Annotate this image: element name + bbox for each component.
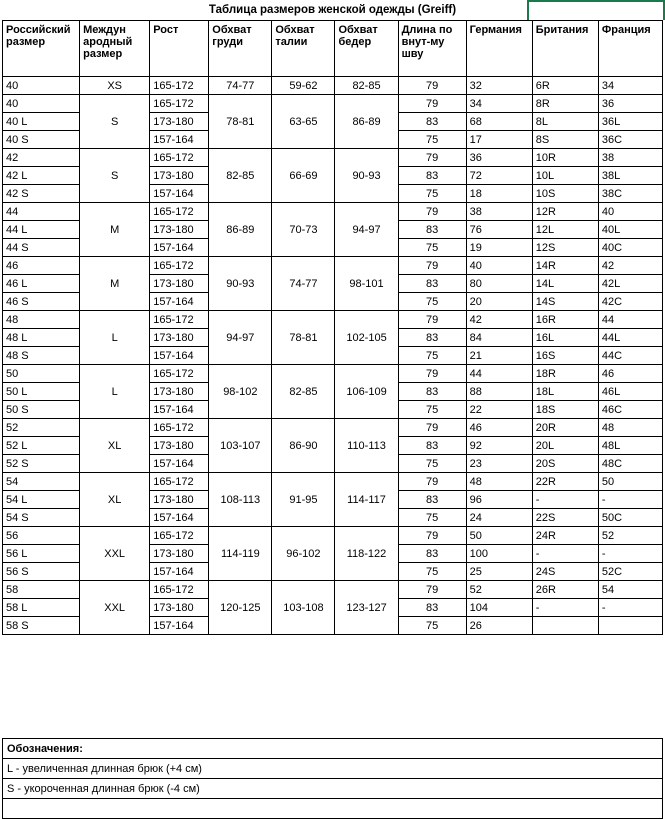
cell-inseam: 83 [398,329,466,347]
cell-intl-size: L [80,311,150,365]
cell-de-size: 23 [466,455,532,473]
cell-inseam: 75 [398,239,466,257]
cell-fr-size: 36C [598,131,662,149]
cell-height: 157-164 [150,617,209,635]
cell-chest: 114-119 [209,527,272,581]
cell-de-size: 88 [466,383,532,401]
cell-uk-size: - [532,491,598,509]
cell-hips: 110-113 [335,419,398,473]
cell-uk-size: 10S [532,185,598,203]
cell-ru-size: 40 [3,95,80,113]
size-table [2,20,663,635]
cell-fr-size: 46C [598,401,662,419]
legend-table [2,738,663,819]
cell-hips: 106-109 [335,365,398,419]
col-header-ru: Российский размер [3,21,80,77]
cell-ru-size: 52 L [3,437,80,455]
cell-inseam: 83 [398,113,466,131]
cell-chest: 98-102 [209,365,272,419]
cell-intl-size: XL [80,473,150,527]
cell-hips: 118-122 [335,527,398,581]
table-row [3,473,663,491]
cell-ru-size: 44 [3,203,80,221]
cell-de-size: 19 [466,239,532,257]
cell-height: 157-164 [150,185,209,203]
cell-ru-size: 46 S [3,293,80,311]
page-title: Таблица размеров женской одежды (Greiff) [208,4,457,16]
cell-ru-size: 42 [3,149,80,167]
cell-de-size: 76 [466,221,532,239]
cell-fr-size: 54 [598,581,662,599]
cell-height: 157-164 [150,563,209,581]
cell-chest: 82-85 [209,149,272,203]
legend-row [3,759,663,779]
cell-waist: 91-95 [272,473,335,527]
cell-fr-size [598,617,662,635]
cell-de-size: 42 [466,311,532,329]
cell-chest: 120-125 [209,581,272,635]
cell-inseam: 79 [398,527,466,545]
cell-uk-size [532,617,598,635]
cell-inseam: 79 [398,311,466,329]
cell-inseam: 83 [398,437,466,455]
cell-fr-size: 38L [598,167,662,185]
cell-fr-size: 40L [598,221,662,239]
cell-inseam: 83 [398,167,466,185]
table-header-row [3,21,663,77]
legend-line: S - укороченная длинная брюк (-4 см) [3,779,663,799]
cell-de-size: 25 [466,563,532,581]
cell-de-size: 36 [466,149,532,167]
cell-de-size: 72 [466,167,532,185]
cell-chest: 74-77 [209,77,272,95]
cell-de-size: 48 [466,473,532,491]
cell-hips: 102-105 [335,311,398,365]
cell-ru-size: 54 L [3,491,80,509]
cell-de-size: 104 [466,599,532,617]
cell-intl-size: XXL [80,581,150,635]
cell-height: 173-180 [150,383,209,401]
cell-intl-size: XL [80,419,150,473]
cell-ru-size: 40 L [3,113,80,131]
cell-de-size: 84 [466,329,532,347]
cell-inseam: 79 [398,581,466,599]
cell-inseam: 83 [398,491,466,509]
cell-waist: 82-85 [272,365,335,419]
cell-de-size: 46 [466,419,532,437]
cell-fr-size: 48C [598,455,662,473]
cell-ru-size: 54 S [3,509,80,527]
cell-de-size: 96 [466,491,532,509]
cell-height: 157-164 [150,131,209,149]
cell-de-size: 40 [466,257,532,275]
cell-hips: 82-85 [335,77,398,95]
cell-chest: 108-113 [209,473,272,527]
cell-ru-size: 48 [3,311,80,329]
cell-fr-size: 50 [598,473,662,491]
cell-hips: 98-101 [335,257,398,311]
col-header-inseam: Длина по внут-му шву [398,21,466,77]
cell-de-size: 24 [466,509,532,527]
cell-fr-size: 40 [598,203,662,221]
legend-heading: Обозначения: [3,739,663,759]
cell-intl-size: XXL [80,527,150,581]
cell-fr-size: 34 [598,77,662,95]
cell-waist: 96-102 [272,527,335,581]
cell-de-size: 80 [466,275,532,293]
cell-inseam: 79 [398,365,466,383]
legend-row [3,739,663,759]
cell-de-size: 100 [466,545,532,563]
col-header-uk: Британия [532,21,598,77]
table-body [3,77,663,635]
cell-chest: 103-107 [209,419,272,473]
cell-waist: 59-62 [272,77,335,95]
cell-height: 165-172 [150,95,209,113]
cell-fr-size: - [598,545,662,563]
cell-inseam: 79 [398,203,466,221]
cell-ru-size: 56 [3,527,80,545]
cell-chest: 90-93 [209,257,272,311]
col-header-waist: Обхват талии [272,21,335,77]
cell-height: 173-180 [150,221,209,239]
table-row [3,95,663,113]
cell-fr-size: - [598,599,662,617]
cell-inseam: 75 [398,131,466,149]
cell-waist: 103-108 [272,581,335,635]
cell-chest: 86-89 [209,203,272,257]
cell-waist: 86-90 [272,419,335,473]
cell-height: 173-180 [150,167,209,185]
accent-edge-top [527,0,665,2]
cell-de-size: 34 [466,95,532,113]
cell-waist: 70-73 [272,203,335,257]
cell-height: 157-164 [150,401,209,419]
cell-ru-size: 52 [3,419,80,437]
cell-ru-size: 50 L [3,383,80,401]
cell-height: 173-180 [150,545,209,563]
cell-fr-size: 36L [598,113,662,131]
cell-height: 165-172 [150,365,209,383]
col-header-height: Рост [150,21,209,77]
cell-de-size: 26 [466,617,532,635]
cell-de-size: 38 [466,203,532,221]
cell-fr-size: 52 [598,527,662,545]
cell-inseam: 79 [398,77,466,95]
cell-ru-size: 56 L [3,545,80,563]
cell-uk-size: 12R [532,203,598,221]
cell-height: 165-172 [150,527,209,545]
cell-uk-size: 8R [532,95,598,113]
cell-inseam: 83 [398,221,466,239]
cell-height: 165-172 [150,311,209,329]
table-row [3,257,663,275]
cell-intl-size: XS [80,77,150,95]
cell-hips: 90-93 [335,149,398,203]
cell-fr-size: 44C [598,347,662,365]
cell-ru-size: 50 S [3,401,80,419]
table-row [3,77,663,95]
cell-fr-size: 40C [598,239,662,257]
cell-de-size: 92 [466,437,532,455]
table-row [3,527,663,545]
cell-uk-size: 20L [532,437,598,455]
cell-inseam: 79 [398,257,466,275]
cell-intl-size: M [80,203,150,257]
cell-hips: 123-127 [335,581,398,635]
cell-uk-size: 22R [532,473,598,491]
cell-ru-size: 44 L [3,221,80,239]
table-row [3,311,663,329]
cell-uk-size: 18R [532,365,598,383]
cell-ru-size: 42 S [3,185,80,203]
col-header-chest: Обхват груди [209,21,272,77]
cell-uk-size: 8L [532,113,598,131]
cell-ru-size: 46 [3,257,80,275]
cell-inseam: 79 [398,95,466,113]
cell-fr-size: 46L [598,383,662,401]
cell-inseam: 83 [398,545,466,563]
cell-ru-size: 56 S [3,563,80,581]
cell-ru-size: 40 S [3,131,80,149]
cell-height: 173-180 [150,113,209,131]
cell-de-size: 50 [466,527,532,545]
cell-uk-size: 16R [532,311,598,329]
cell-ru-size: 58 S [3,617,80,635]
cell-de-size: 21 [466,347,532,365]
cell-fr-size: 44L [598,329,662,347]
cell-fr-size: 38 [598,149,662,167]
cell-intl-size: S [80,95,150,149]
cell-fr-size: 48L [598,437,662,455]
cell-uk-size: 14R [532,257,598,275]
cell-height: 157-164 [150,293,209,311]
col-header-hips: Обхват бедер [335,21,398,77]
cell-inseam: 83 [398,275,466,293]
table-row [3,419,663,437]
legend-body [3,739,663,819]
table-row [3,365,663,383]
cell-ru-size: 48 L [3,329,80,347]
cell-inseam: 75 [398,563,466,581]
cell-uk-size: 26R [532,581,598,599]
cell-de-size: 17 [466,131,532,149]
cell-uk-size: 18S [532,401,598,419]
cell-fr-size: 44 [598,311,662,329]
cell-ru-size: 54 [3,473,80,491]
cell-uk-size: 14L [532,275,598,293]
cell-ru-size: 58 [3,581,80,599]
cell-fr-size: 42L [598,275,662,293]
cell-ru-size: 48 S [3,347,80,365]
cell-hips: 86-89 [335,95,398,149]
cell-uk-size: 24R [532,527,598,545]
cell-height: 165-172 [150,149,209,167]
cell-height: 157-164 [150,509,209,527]
cell-fr-size: 52C [598,563,662,581]
col-header-fr: Франция [598,21,662,77]
cell-height: 165-172 [150,77,209,95]
cell-uk-size: 12L [532,221,598,239]
cell-ru-size: 58 L [3,599,80,617]
col-header-de: Германия [466,21,532,77]
cell-inseam: 79 [398,473,466,491]
legend-row [3,799,663,819]
cell-fr-size: 36 [598,95,662,113]
col-header-intl: Междун ародный размер [80,21,150,77]
cell-height: 165-172 [150,203,209,221]
cell-height: 173-180 [150,491,209,509]
cell-fr-size: 42C [598,293,662,311]
cell-uk-size: 18L [532,383,598,401]
cell-inseam: 75 [398,347,466,365]
cell-fr-size: 46 [598,365,662,383]
table-row [3,581,663,599]
cell-inseam: 83 [398,599,466,617]
cell-inseam: 75 [398,617,466,635]
cell-fr-size: 38C [598,185,662,203]
cell-de-size: 32 [466,77,532,95]
cell-uk-size: 24S [532,563,598,581]
cell-inseam: 79 [398,149,466,167]
cell-uk-size: 16L [532,329,598,347]
cell-height: 165-172 [150,419,209,437]
cell-height: 173-180 [150,275,209,293]
cell-height: 165-172 [150,581,209,599]
cell-height: 173-180 [150,329,209,347]
cell-de-size: 18 [466,185,532,203]
cell-uk-size: 6R [532,77,598,95]
cell-de-size: 68 [466,113,532,131]
cell-fr-size: 50C [598,509,662,527]
cell-fr-size: 48 [598,419,662,437]
cell-height: 157-164 [150,347,209,365]
cell-inseam: 75 [398,401,466,419]
cell-inseam: 75 [398,455,466,473]
cell-uk-size: 22S [532,509,598,527]
cell-height: 165-172 [150,257,209,275]
cell-waist: 74-77 [272,257,335,311]
cell-inseam: 75 [398,185,466,203]
cell-de-size: 44 [466,365,532,383]
cell-height: 157-164 [150,455,209,473]
cell-uk-size: 16S [532,347,598,365]
cell-ru-size: 46 L [3,275,80,293]
cell-inseam: 79 [398,419,466,437]
cell-fr-size: 42 [598,257,662,275]
cell-uk-size: 10R [532,149,598,167]
table-row [3,149,663,167]
cell-intl-size: S [80,149,150,203]
cell-ru-size: 40 [3,77,80,95]
cell-uk-size: 20R [532,419,598,437]
cell-uk-size: 10L [532,167,598,185]
cell-height: 173-180 [150,437,209,455]
cell-uk-size: 8S [532,131,598,149]
cell-waist: 63-65 [272,95,335,149]
cell-inseam: 83 [398,383,466,401]
cell-intl-size: M [80,257,150,311]
cell-inseam: 75 [398,509,466,527]
cell-height: 165-172 [150,473,209,491]
cell-chest: 78-81 [209,95,272,149]
cell-hips: 94-97 [335,203,398,257]
cell-ru-size: 50 [3,365,80,383]
cell-height: 157-164 [150,239,209,257]
cell-ru-size: 42 L [3,167,80,185]
cell-uk-size: 20S [532,455,598,473]
cell-waist: 66-69 [272,149,335,203]
cell-hips: 114-117 [335,473,398,527]
cell-chest: 94-97 [209,311,272,365]
cell-ru-size: 52 S [3,455,80,473]
cell-uk-size: 14S [532,293,598,311]
cell-de-size: 20 [466,293,532,311]
cell-fr-size: - [598,491,662,509]
table-row [3,203,663,221]
legend-line [3,799,663,819]
cell-ru-size: 44 S [3,239,80,257]
cell-uk-size: - [532,599,598,617]
legend-line: L - увеличенная длинная брюк (+4 см) [3,759,663,779]
cell-height: 173-180 [150,599,209,617]
cell-uk-size: - [532,545,598,563]
cell-waist: 78-81 [272,311,335,365]
cell-de-size: 52 [466,581,532,599]
legend-row [3,779,663,799]
cell-de-size: 22 [466,401,532,419]
cell-uk-size: 12S [532,239,598,257]
cell-intl-size: L [80,365,150,419]
cell-inseam: 75 [398,293,466,311]
